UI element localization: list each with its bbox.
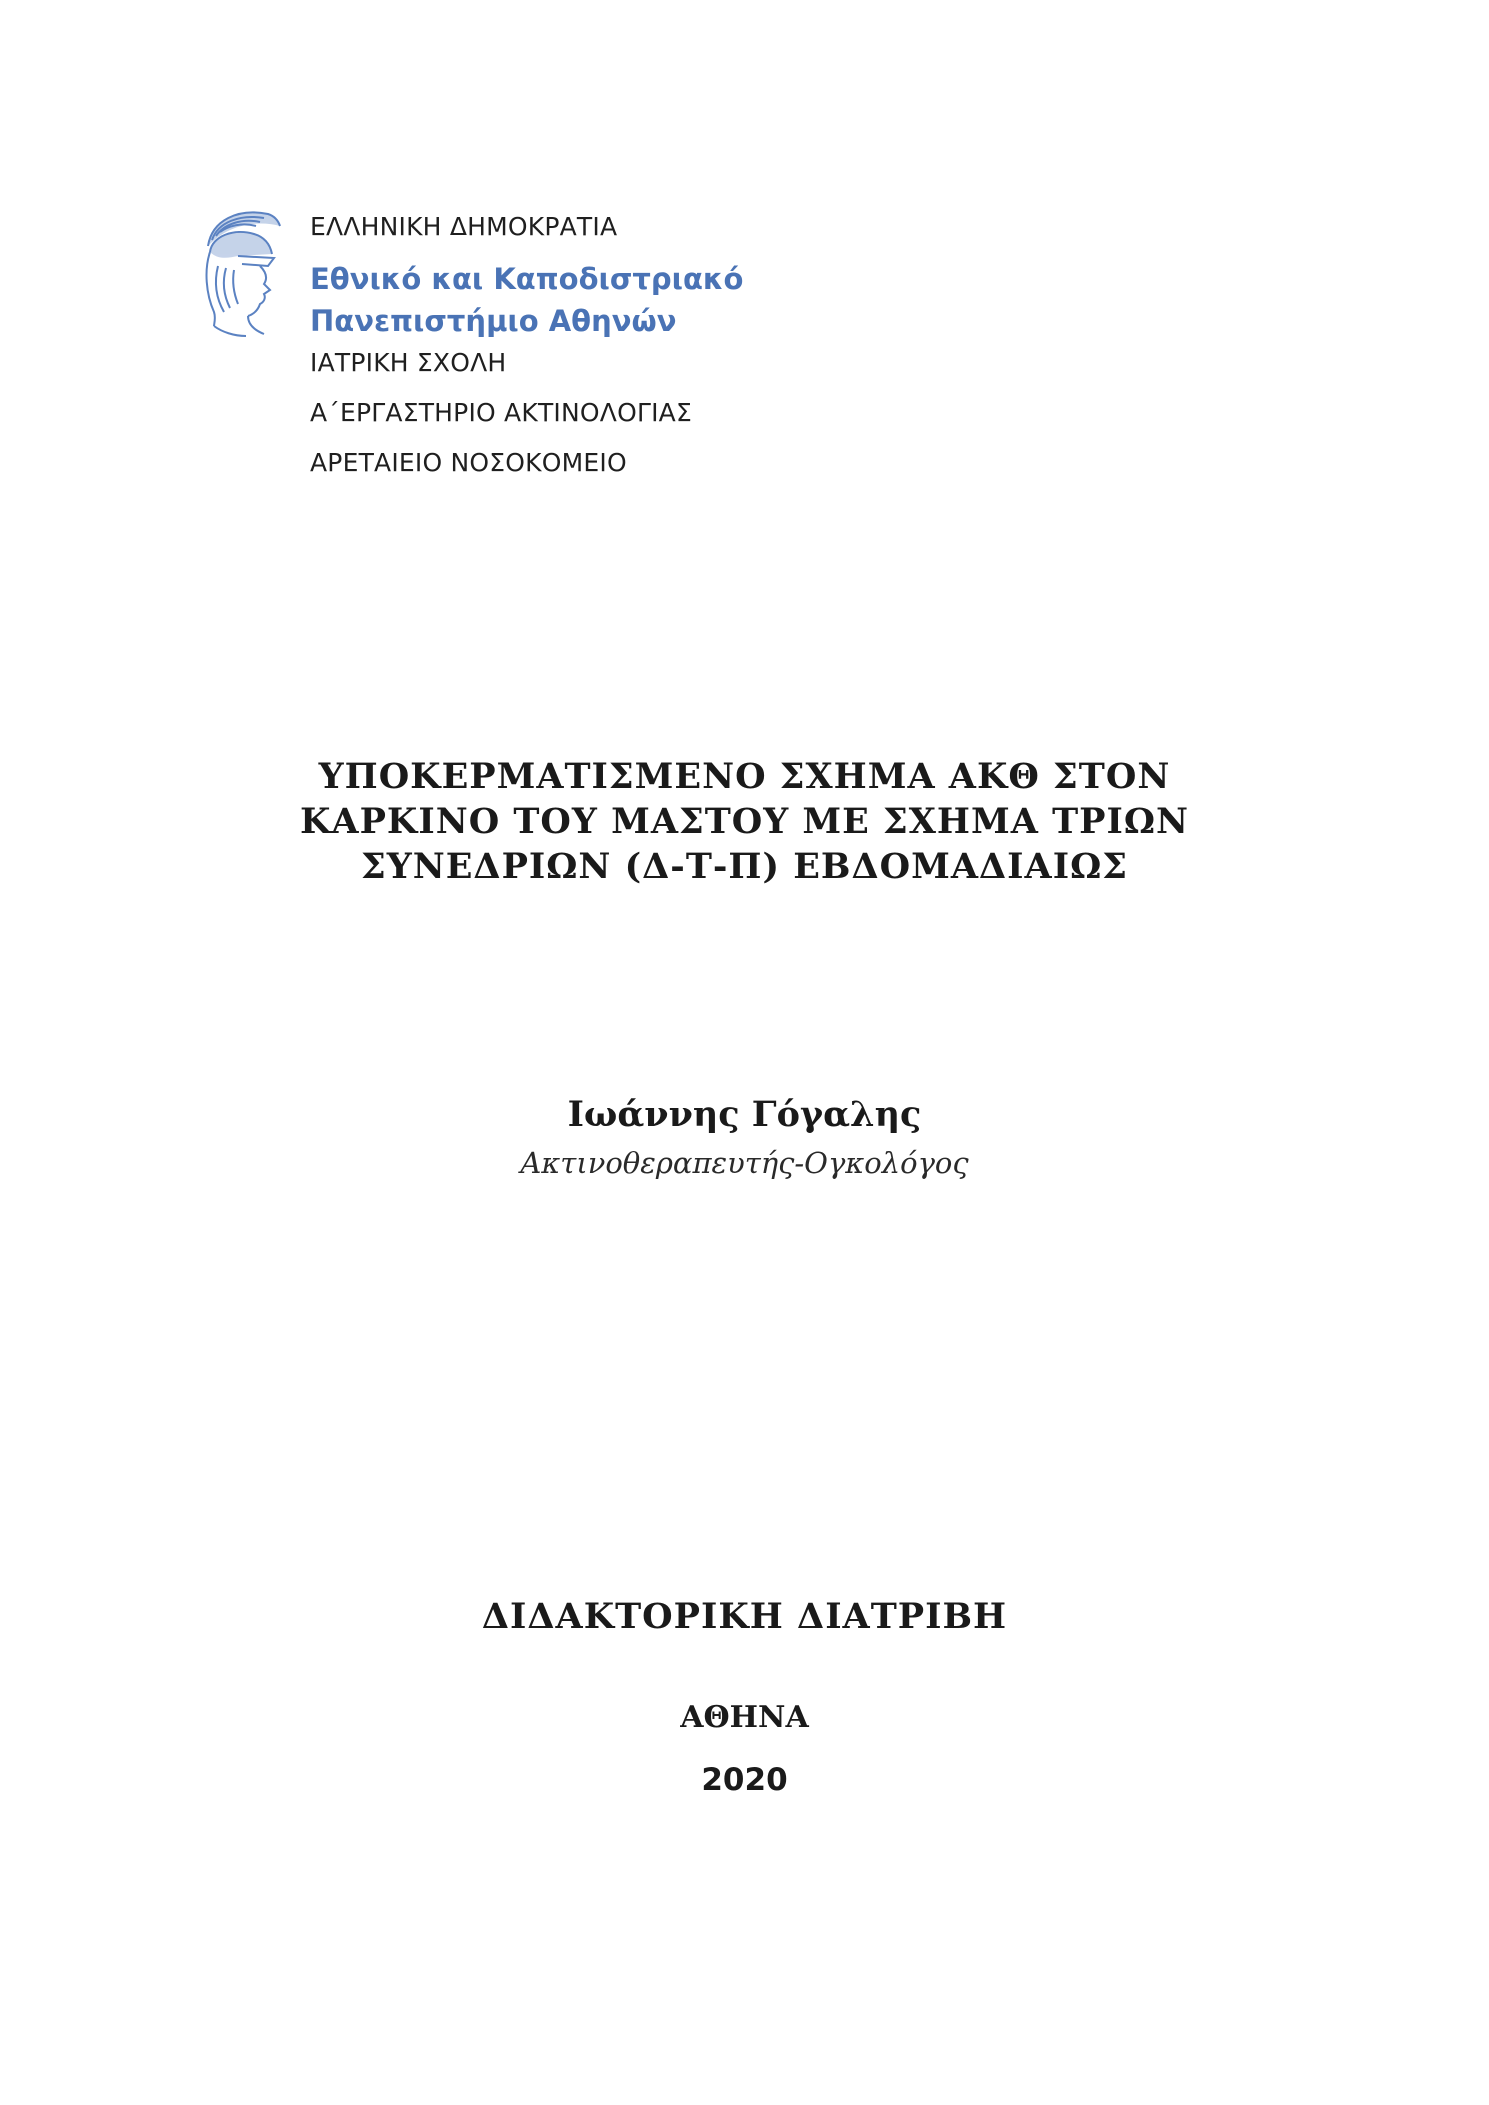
- university-name-line2: Πανεπιστήμιο Αθηνών: [310, 304, 677, 338]
- thesis-title-line2: ΚΑΡΚΙΝΟ ΤΟΥ ΜΑΣΤΟΥ ΜΕ ΣΧΗΜΑ ΤΡΙΩΝ: [300, 801, 1189, 842]
- author-role: Ακτινοθεραπευτής-Ογκολόγος: [520, 1146, 969, 1180]
- year-label: 2020: [701, 1762, 788, 1798]
- laboratory-label: Α΄ΕΡΓΑΣΤΗΡΙΟ ΑΚΤΙΝΟΛΟΓΙΑΣ: [310, 398, 692, 427]
- city-label: ΑΘΗΝΑ: [680, 1700, 809, 1735]
- author-name: Ιωάννης Γόγαλης: [567, 1094, 922, 1135]
- university-logo: [198, 206, 282, 338]
- thesis-title: [0, 754, 1489, 889]
- document-type: ΔΙΔΑΚΤΟΡΙΚΗ ΔΙΑΤΡΙΒΗ: [481, 1596, 1008, 1637]
- athena-helmet-seal-icon: [198, 206, 282, 338]
- hospital-label: ΑΡΕΤΑΙΕΙΟ ΝΟΣΟΚΟΜΕΙΟ: [310, 448, 627, 477]
- school-label: ΙΑΤΡΙΚΗ ΣΧΟΛΗ: [310, 348, 507, 377]
- thesis-title-line1: ΥΠΟΚΕΡΜΑΤΙΣΜΕΝΟ ΣΧΗΜΑ ΑΚΘ ΣΤΟΝ: [318, 756, 1171, 797]
- republic-label: ΕΛΛΗΝΙΚΗ ΔΗΜΟΚΡΑΤΙΑ: [310, 212, 618, 241]
- thesis-title-line3: ΣΥΝΕΔΡΙΩΝ (Δ-Τ-Π) ΕΒΔΟΜΑΔΙΑΙΩΣ: [361, 846, 1128, 887]
- university-name-line1: Εθνικό και Καποδιστριακό: [310, 262, 744, 296]
